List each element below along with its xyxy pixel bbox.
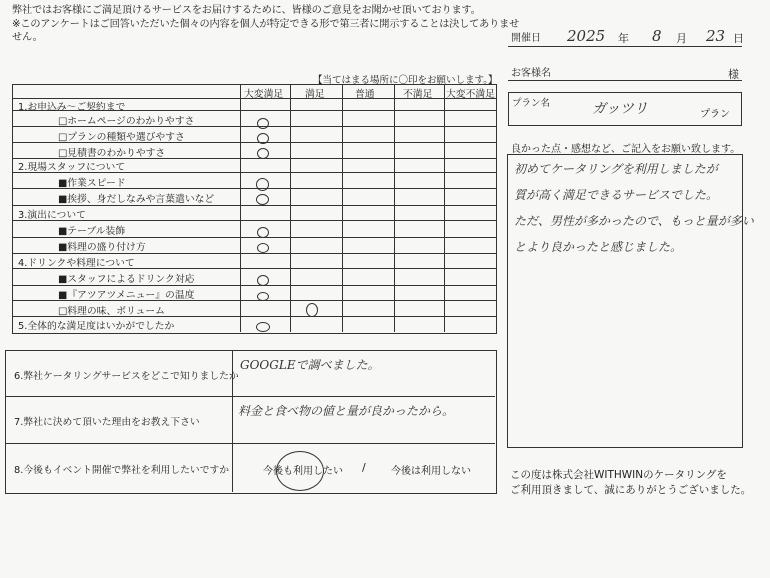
customer-underline[interactable]: [508, 80, 742, 81]
item-plan-types: □プランの種類や選びやすさ: [58, 132, 185, 143]
q8-option-no[interactable]: 今後は利用しない: [391, 466, 471, 477]
rating-mark[interactable]: [256, 322, 270, 332]
col-very-dissatisfied: 大変不満足: [446, 89, 495, 100]
q8-separator: /: [362, 461, 366, 474]
rating-mark[interactable]: [256, 194, 269, 205]
col-very-satisfied: 大変満足: [244, 89, 284, 100]
date-year[interactable]: 2025: [567, 27, 606, 45]
rating-mark[interactable]: [257, 133, 269, 144]
month-unit: 月: [676, 32, 687, 45]
grid-line: [444, 84, 445, 332]
rating-mark[interactable]: [257, 148, 269, 159]
grid-line: [342, 84, 343, 332]
item-work-speed: ■作業スピード: [58, 178, 126, 189]
item-table-decor: ■テーブル装飾: [58, 226, 126, 237]
grid-line: [394, 84, 395, 332]
plan-label: プラン名: [512, 98, 551, 109]
customer-label: お客様名: [511, 68, 551, 79]
comments-label: 良かった点・感想など、ご記入をお願い致します。: [511, 144, 741, 155]
row-line: [12, 237, 497, 238]
grid-line: [240, 84, 241, 332]
item-homepage: □ホームページのわかりやすさ: [58, 116, 195, 127]
year-unit: 年: [618, 32, 629, 45]
date-day[interactable]: 23: [706, 27, 726, 45]
row-line: [12, 205, 497, 206]
rating-mark[interactable]: [257, 243, 269, 253]
intro-line-3: せん。: [12, 32, 43, 43]
q8-selection-circle: [276, 451, 324, 491]
plan-suffix: プラン: [700, 109, 730, 120]
item-hot-menu-temp: ■『アツアツメニュー』の温度: [58, 290, 195, 301]
customer-suffix: 様: [728, 68, 739, 81]
comments-line-1: 初めてケータリングを利用しましたが: [514, 162, 718, 176]
instruction-text: 【当てはまる場所に〇印をお願いします。】: [313, 75, 498, 86]
rating-mark[interactable]: [257, 292, 269, 301]
intro-line-2: ※このアンケートはご回答いただいた個々の内容を個人が特定できる形で第三者に開示することは決してありませ: [12, 18, 520, 30]
row-line: [5, 443, 495, 444]
section-application: 1.お申込み～ご契約まで: [18, 102, 126, 113]
q8-label: 8.今後もイベント開催で弊社を利用したいですか: [14, 465, 230, 476]
rating-mark[interactable]: [257, 275, 269, 286]
col-satisfied: 満足: [305, 89, 325, 100]
rating-mark[interactable]: [306, 303, 318, 317]
item-taste-volume: □料理の味、ボリューム: [58, 306, 165, 317]
q6-answer[interactable]: GOOGLEで調べました。: [240, 358, 380, 372]
thanks-line-1: この度は株式会社WITHWINのケータリングを: [510, 469, 727, 481]
rating-mark[interactable]: [256, 178, 269, 191]
rating-mark[interactable]: [257, 118, 269, 129]
intro-line-1: 弊社ではお客様にご満足頂けるサービスをお届けするために、皆様のご意見をお聞かせ頂いております。: [12, 5, 481, 16]
row-line: [5, 396, 495, 397]
comments-line-2: 質が高く満足できるサービスでした。: [514, 188, 719, 202]
date-underline: [508, 46, 742, 47]
date-label: 開催日: [511, 33, 541, 44]
thanks-line-2: ご利用頂きまして、誠にありがとうございました。: [510, 484, 752, 496]
row-line: [12, 285, 497, 286]
row-line: [12, 253, 497, 254]
comments-line-3: ただ、男性が多かったので、もっと量が多い: [514, 214, 754, 228]
col-dissatisfied: 不満足: [403, 89, 433, 100]
section-staging: 3.演出について: [18, 210, 86, 221]
col-neutral: 普通: [355, 89, 375, 100]
item-greeting: ■挨拶、身だしなみや言葉遣いなど: [58, 194, 215, 205]
date-month[interactable]: 8: [652, 27, 662, 45]
day-unit: 日: [733, 32, 744, 45]
q7-label: 7.弊社に決めて頂いた理由をお教え下さい: [14, 417, 200, 428]
item-food-plating: ■料理の盛り付け方: [58, 242, 146, 253]
item-drink-service: ■スタッフによるドリンク対応: [58, 274, 195, 285]
plan-value[interactable]: ガッツリ: [592, 101, 648, 117]
q8-option-yes[interactable]: 今後も利用したい: [263, 466, 343, 477]
section-staff: 2.現場スタッフについて: [18, 162, 126, 173]
section-overall: 5.全体的な満足度はいかがでしたか: [18, 321, 175, 332]
grid-line: [290, 84, 291, 332]
q6-label: 6.弊社ケータリングサービスをどこで知りましたか: [14, 371, 239, 382]
section-drinks-food: 4.ドリンクや料理について: [18, 258, 135, 269]
item-estimate: □見積書のわかりやすさ: [58, 148, 166, 159]
intro-text: [12, 4, 520, 45]
comments-line-4: とより良かったと感じました。: [514, 240, 683, 254]
rating-mark[interactable]: [257, 227, 269, 238]
q7-answer[interactable]: 料金と食べ物の値と量が良かったから。: [238, 404, 455, 418]
